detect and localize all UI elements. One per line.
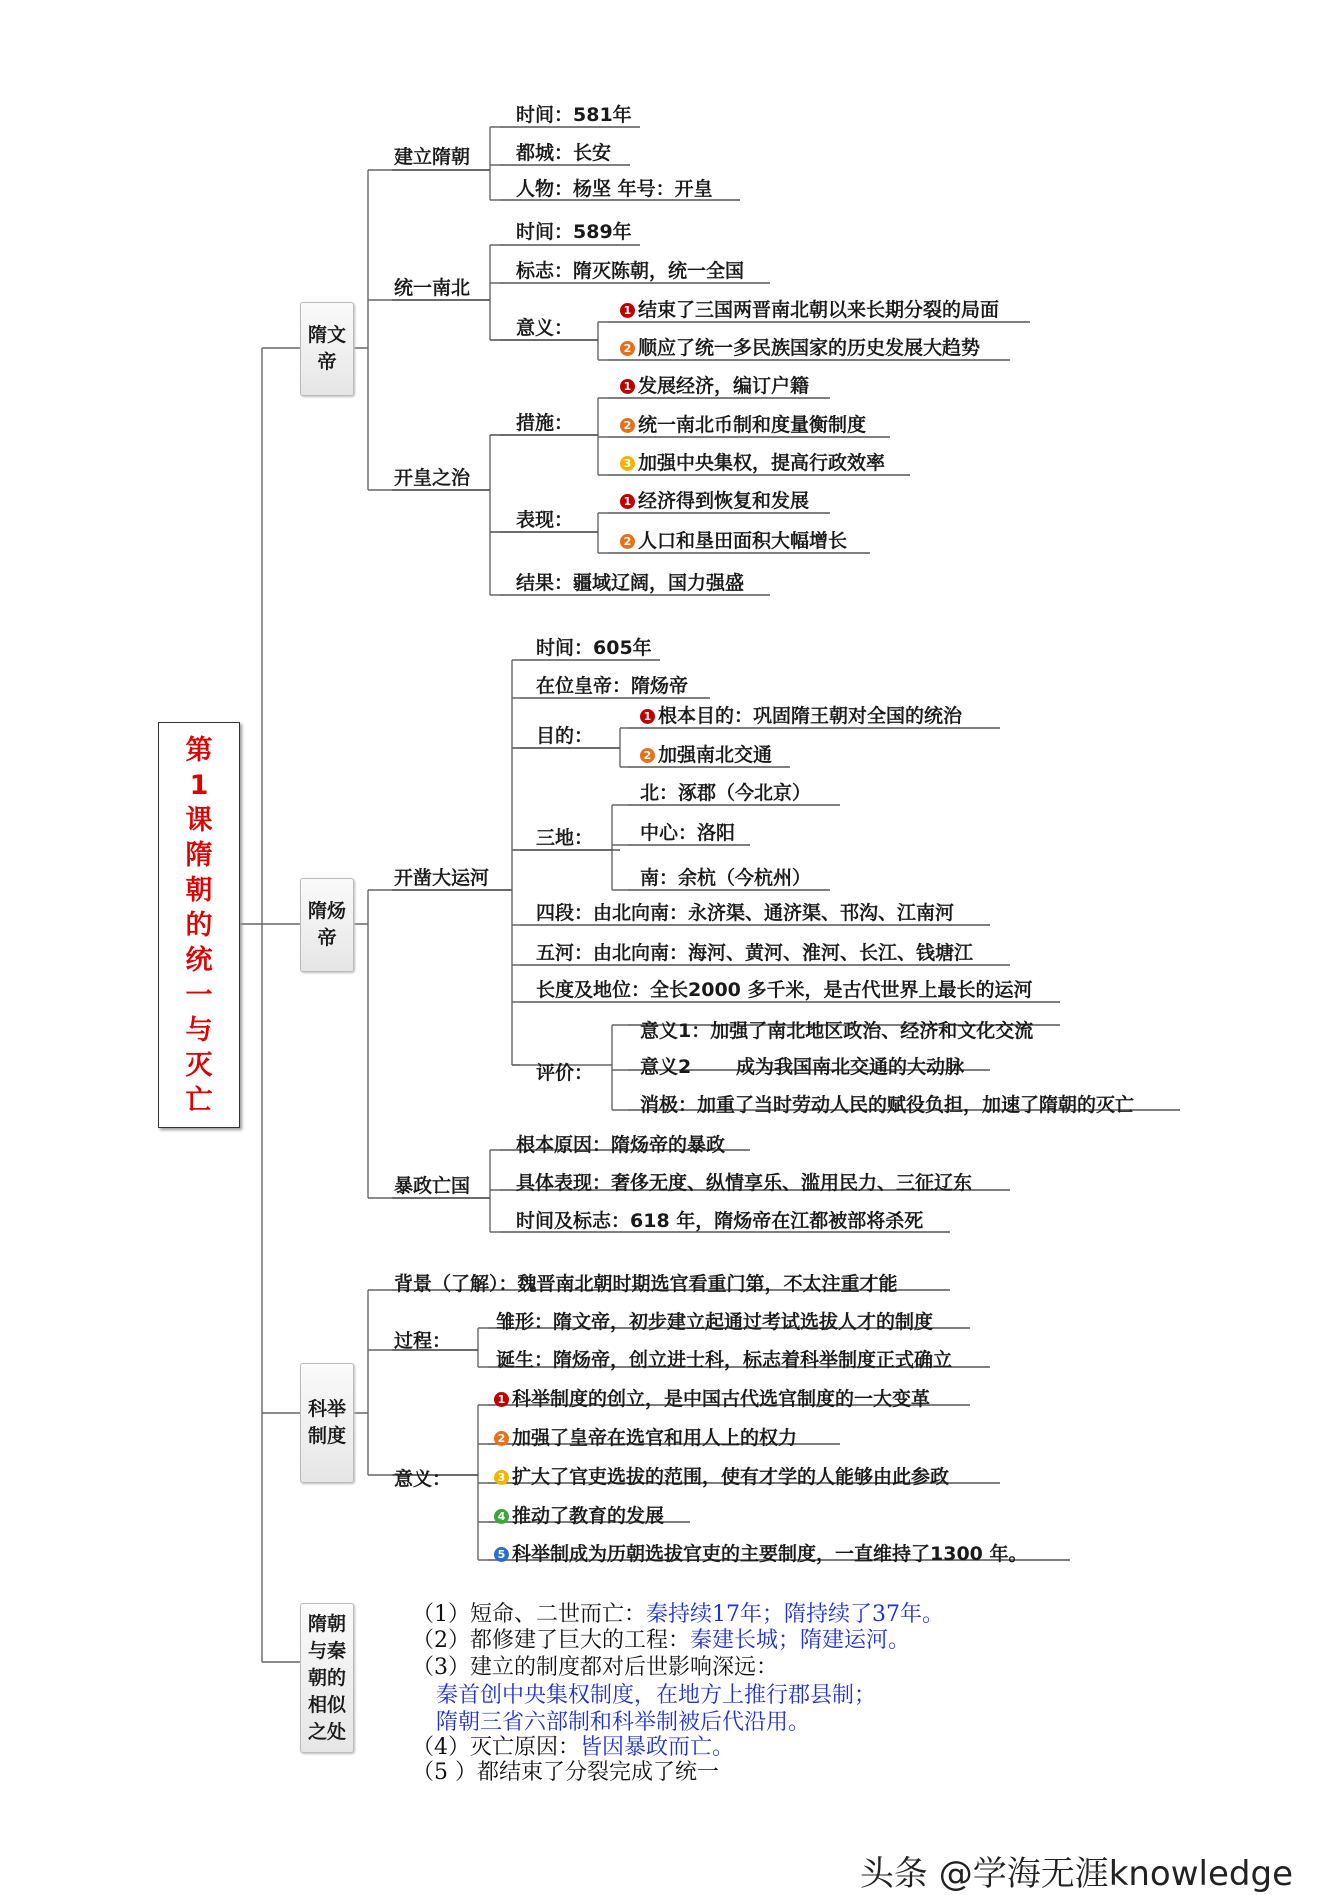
- node-changdu: 长度及地位：全长2000 多千米，是古代世界上最长的运河: [536, 979, 1033, 1001]
- section-label-xiangsi: 隋朝与秦朝的相似之处: [307, 1612, 346, 1743]
- node-siduan: 四段：由北向南：永济渠、通济渠、邗沟、江南河: [536, 902, 955, 924]
- node-jianli-person: 人物：杨坚 年号：开皇: [516, 178, 713, 200]
- xiangsi-line-2: （2）都修建了巨大的工程：秦建长城；隋建运河。: [412, 1628, 911, 1653]
- node-keju-process-label: 过程：: [394, 1330, 452, 1352]
- node-keju-yiyi-label: 意义：: [394, 1468, 452, 1490]
- node-biaoxian-1: 1 经济得到恢复和发展: [620, 490, 809, 512]
- section-label-wendi: 隋文帝: [307, 324, 346, 373]
- node-pingjia-label: 评价：: [536, 1062, 594, 1084]
- badge-1-icon: 1: [620, 303, 635, 318]
- xiangsi-line-7: （5 ）都结束了分裂完成了统一: [412, 1760, 719, 1785]
- section-box-keju: [300, 1363, 354, 1483]
- root-title-box: [158, 722, 240, 1128]
- node-sandi-south: 南：余杭（今杭州）: [640, 867, 812, 889]
- node-keju-yiyi-3: 3 扩大了官吏选拔的范围，使有才学的人能够由此参政: [494, 1466, 949, 1488]
- node-pingjia-yiyi2-text: 成为我国南北交通的大动脉: [736, 1056, 965, 1078]
- badge-2-icon: 2: [620, 418, 635, 433]
- node-jianli: 建立隋朝: [394, 146, 471, 168]
- badge-5-icon: 5: [494, 1547, 509, 1562]
- xiangsi-line-3: （3）建立的制度都对后世影响深远：: [412, 1655, 778, 1680]
- node-keju-background: 背景（了解）：魏晋南北朝时期选官看重门第，不太注重才能: [394, 1273, 898, 1295]
- node-pingjia-yiyi2: 意义2: [640, 1056, 692, 1078]
- xiangsi-line-1: （1）短命、二世而亡：秦持续17年；隋持续了37年。: [412, 1602, 944, 1627]
- node-mudi-2: 2 加强南北交通: [640, 744, 772, 766]
- node-cuoshi-label: 措施：: [516, 412, 574, 434]
- section-box-xiangsi: [300, 1603, 354, 1753]
- node-sandi-north: 北：涿郡（今北京）: [640, 782, 812, 804]
- badge-2-icon: 2: [494, 1431, 509, 1446]
- node-baozheng-end: 时间及标志：618 年，隋炀帝在江都被部将杀死: [516, 1210, 924, 1232]
- node-sandi-center: 中心：洛阳: [640, 822, 736, 844]
- node-baozheng: 暴政亡国: [394, 1175, 471, 1197]
- node-keju-yiyi-4: 4 推动了教育的发展: [494, 1505, 664, 1527]
- badge-1-icon: 1: [494, 1392, 509, 1407]
- node-wuhe: 五河：由北向南：海河、黄河、淮河、长江、钱塘江: [536, 942, 974, 964]
- node-jieguo: 结果：疆域辽阔，国力强盛: [516, 572, 745, 594]
- node-keju-yiyi-5: 5 科举制成为历朝选拔官吏的主要制度，一直维持了1300 年。: [494, 1543, 1028, 1565]
- badge-2-icon: 2: [640, 748, 655, 763]
- badge-3-icon: 3: [494, 1470, 509, 1485]
- node-tongyi-yiyi-1: 1 结束了三国两晋南北朝以来长期分裂的局面: [620, 299, 999, 321]
- section-label-keju: 科举制度: [307, 1398, 346, 1447]
- node-mudi-1: 1 根本目的：巩固隋王朝对全国的统治: [640, 705, 962, 727]
- node-jianli-capital: 都城：长安: [516, 142, 612, 164]
- xiangsi-line-5: 隋朝三省六部制和科举制被后代沿用。: [436, 1710, 811, 1735]
- xiangsi-line-6: （4）灭亡原因：皆因暴政而亡。: [412, 1735, 735, 1760]
- watermark: 头条 @学海无涯knowledge: [859, 1854, 1293, 1894]
- section-box-wendi: [300, 302, 354, 396]
- node-yunhe-time: 时间：605年: [536, 637, 652, 659]
- node-keju-yiyi-2: 2 加强了皇帝在选官和用人上的权力: [494, 1427, 797, 1449]
- node-yunhe-emperor: 在位皇帝：隋炀帝: [536, 675, 689, 697]
- badge-1-icon: 1: [620, 379, 635, 394]
- node-tongyi-time: 时间：589年: [516, 221, 632, 243]
- badge-4-icon: 4: [494, 1509, 509, 1524]
- node-cuoshi-3: 3 加强中央集权，提高行政效率: [620, 452, 885, 474]
- xiangsi-line-4: 秦首创中央集权制度，在地方上推行郡县制；: [436, 1683, 877, 1708]
- node-kaihuang: 开皇之治: [394, 467, 471, 489]
- badge-3-icon: 3: [620, 456, 635, 471]
- node-tongyi: 统一南北: [394, 277, 471, 299]
- node-tongyi-mark: 标志：隋灭陈朝，统一全国: [516, 260, 745, 282]
- section-label-yangdi: 隋炀帝: [307, 900, 346, 949]
- node-keju-process-1: 雏形：隋文帝，初步建立起通过考试选拔人才的制度: [496, 1311, 934, 1333]
- node-biaoxian-label: 表现：: [516, 509, 574, 531]
- node-pingjia-yiyi1: 意义1：加强了南北地区政治、经济和文化交流: [640, 1020, 1034, 1042]
- node-baozheng-behavior: 具体表现：奢侈无度、纵情享乐、滥用民力、三征辽东: [516, 1172, 973, 1194]
- node-tongyi-yiyi-label: 意义：: [516, 317, 574, 339]
- node-keju-yiyi-1: 1 科举制度的创立，是中国古代选官制度的一大变革: [494, 1388, 930, 1410]
- node-cuoshi-1: 1 发展经济，编订户籍: [620, 375, 809, 397]
- root-title: 第1课隋朝的统一与灭亡: [185, 734, 213, 1116]
- node-keju-process-2: 诞生：隋炀帝，创立进士科，标志着科举制度正式确立: [496, 1349, 953, 1371]
- node-mudi-label: 目的：: [536, 725, 594, 747]
- badge-1-icon: 1: [640, 709, 655, 724]
- badge-2-icon: 2: [620, 534, 635, 549]
- badge-2-icon: 2: [620, 341, 635, 356]
- node-sandi-label: 三地：: [536, 827, 594, 849]
- node-baozheng-cause: 根本原因：隋炀帝的暴政: [516, 1134, 726, 1156]
- node-tongyi-yiyi-2: 2 顺应了统一多民族国家的历史发展大趋势: [620, 337, 980, 359]
- node-biaoxian-2: 2 人口和垦田面积大幅增长: [620, 530, 847, 552]
- node-cuoshi-2: 2 统一南北币制和度量衡制度: [620, 414, 866, 436]
- node-yunhe: 开凿大运河: [394, 867, 490, 889]
- node-pingjia-xiaoji: 消极：加重了当时劳动人民的赋役负担，加速了隋朝的灭亡: [640, 1094, 1135, 1116]
- node-jianli-time: 时间：581年: [516, 104, 632, 126]
- badge-1-icon: 1: [620, 494, 635, 509]
- section-box-yangdi: [300, 878, 354, 972]
